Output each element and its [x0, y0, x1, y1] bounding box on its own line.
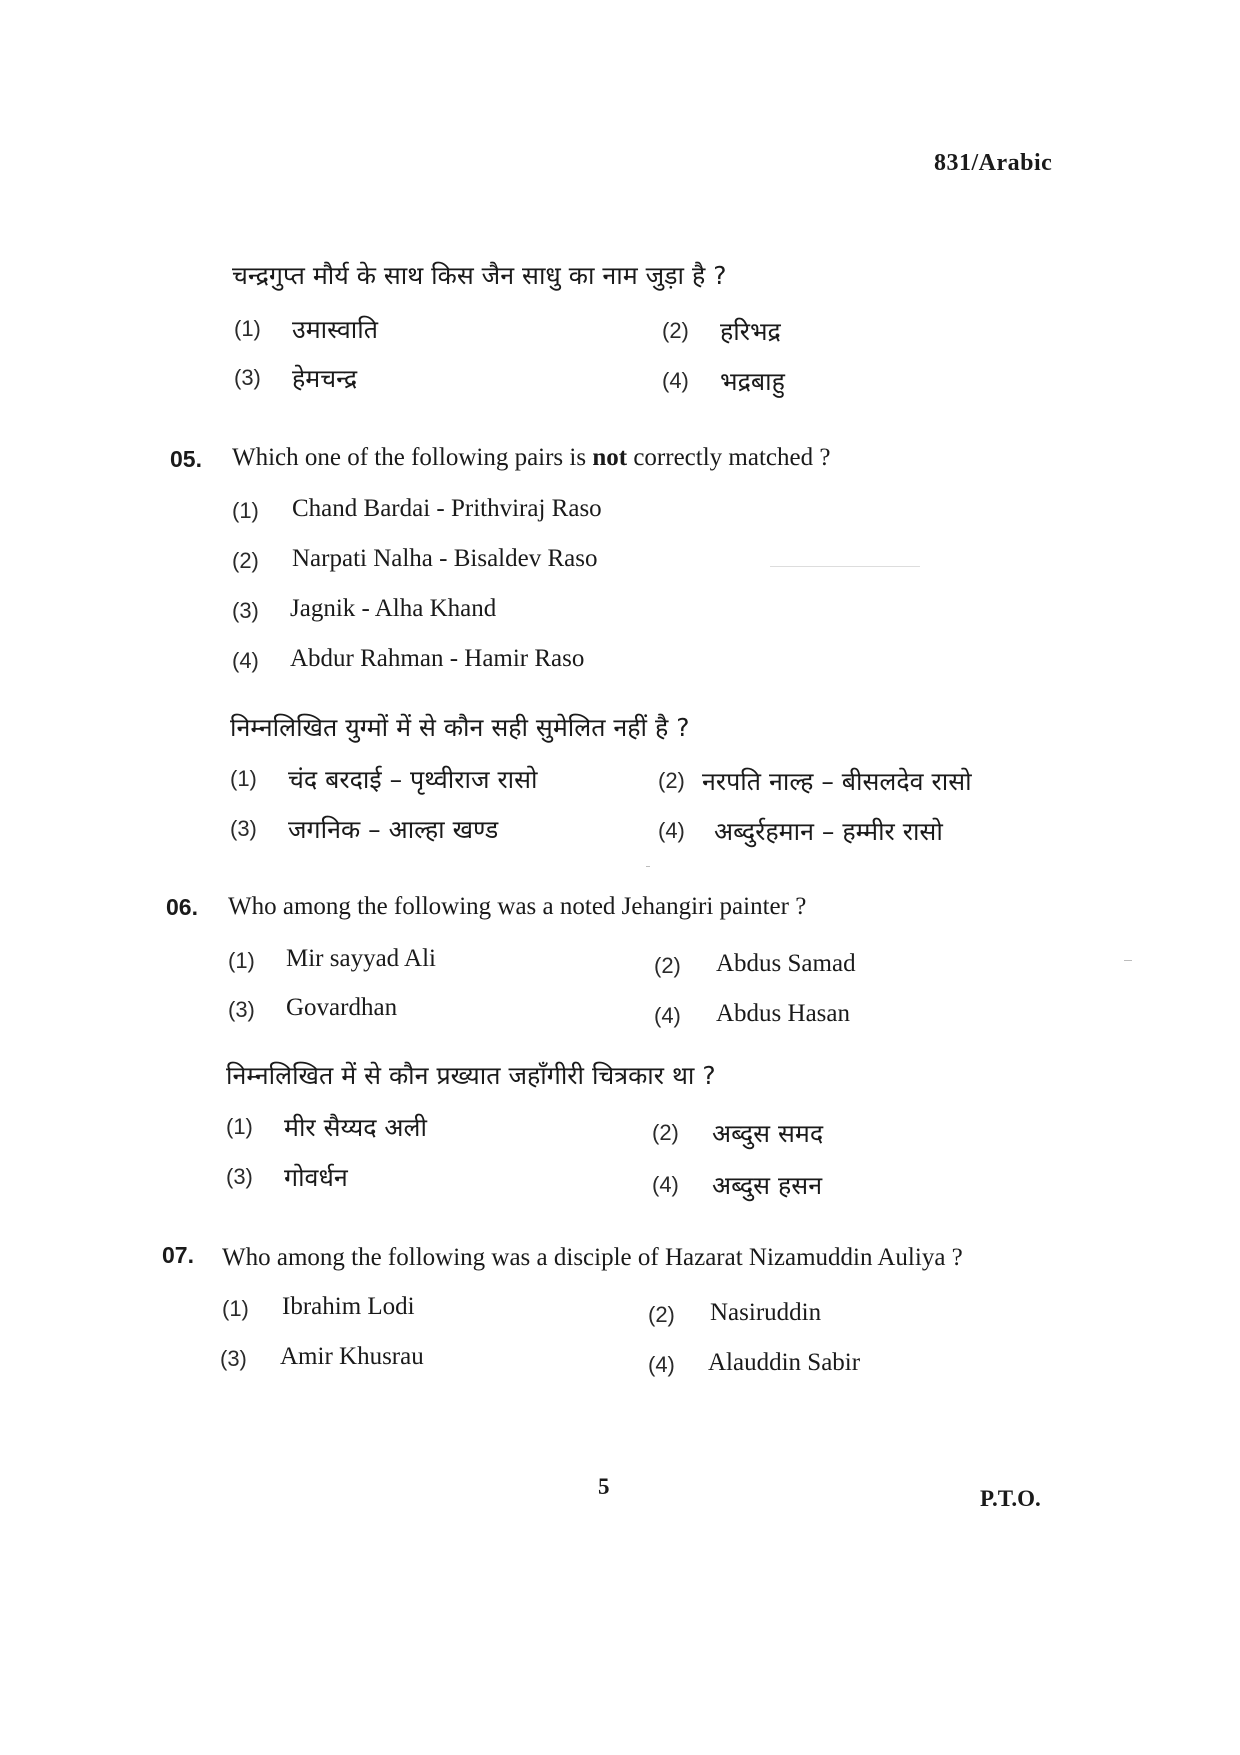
- q05-hindi-stem: निम्नलिखित युग्मों में से कौन सही सुमेलित नहीं है ?: [230, 713, 690, 742]
- q06-hindi-stem: निम्नलिखित में से कौन प्रख्यात जहाँगीरी चित्रकार था ?: [226, 1061, 716, 1090]
- q06-option-3-number: (3): [228, 997, 255, 1022]
- q04-hi-option-1-text: उमास्वाति: [292, 315, 378, 344]
- q06-hi-option-4-text: अब्दुस हसन: [712, 1171, 823, 1200]
- q04-hi-option-1-number: (1): [234, 316, 261, 341]
- q06-number: 06.: [166, 894, 198, 920]
- q04-hi-option-4-text: भद्रबाहु: [720, 367, 785, 396]
- q06-option-4-number: (4): [654, 1003, 681, 1028]
- q05-hi-option-3-text: जगनिक – आल्हा खण्ड: [288, 815, 499, 844]
- q06-option-2-number: (2): [654, 953, 681, 978]
- q05-option-3-number: (3): [232, 598, 259, 623]
- q06-hi-option-2-text: अब्दुस समद: [712, 1119, 824, 1148]
- q06-option-2-text: Abdus Samad: [716, 950, 856, 977]
- q05-option-1-text: Chand Bardai - Prithviraj Raso: [292, 495, 602, 522]
- q05-hi-option-2-number: (2): [658, 768, 685, 793]
- q05-number: 05.: [170, 446, 202, 472]
- q06-stem: Who among the following was a noted Jehangiri painter ?: [228, 893, 807, 920]
- pto-label: P.T.O.: [980, 1486, 1041, 1511]
- q06-option-3-text: Govardhan: [286, 994, 398, 1021]
- q06-hi-option-4-number: (4): [652, 1172, 679, 1197]
- q05-hi-option-1-text: चंद बरदाई – पृथ्वीराज रासो: [288, 765, 538, 794]
- q05-hi-option-4-text: अब्दुर्रहमान – हम्मीर रासो: [714, 817, 943, 846]
- scan-speck: [1124, 960, 1132, 961]
- q07-option-4-text: Alauddin Sabir: [708, 1349, 861, 1376]
- page-number: 5: [598, 1474, 610, 1499]
- q07-number: 07.: [162, 1242, 194, 1268]
- q07-option-3-number: (3): [220, 1346, 247, 1371]
- q07-option-2-number: (2): [648, 1302, 675, 1327]
- q06-hi-option-3-number: (3): [226, 1164, 253, 1189]
- q05-option-4-number: (4): [232, 648, 259, 673]
- q05-option-1-number: (1): [232, 498, 259, 523]
- q06-option-1-number: (1): [228, 948, 255, 973]
- q07-option-1-text: Ibrahim Lodi: [282, 1293, 415, 1320]
- q06-hi-option-1-number: (1): [226, 1114, 253, 1139]
- q05-option-4-text: Abdur Rahman - Hamir Raso: [290, 645, 585, 672]
- q05-hi-option-2-text: नरपति नाल्ह – बीसलदेव रासो: [702, 767, 972, 796]
- q04-hi-option-3-text: हेमचन्द्र: [292, 364, 358, 393]
- q06-hi-option-1-text: मीर सैय्यद अली: [284, 1113, 427, 1142]
- q05-stem: Which one of the following pairs is not correctly matched ?: [232, 444, 831, 471]
- q07-stem: Who among the following was a disciple of Hazarat Nizamuddin Auliya ?: [222, 1244, 963, 1271]
- q06-option-4-text: Abdus Hasan: [716, 1000, 851, 1027]
- scan-speck: [770, 566, 920, 567]
- q07-option-1-number: (1): [222, 1296, 249, 1321]
- q05-hi-option-4-number: (4): [658, 818, 685, 843]
- q05-hi-option-1-number: (1): [230, 766, 257, 791]
- scan-speck: [646, 866, 650, 867]
- q06-hi-option-2-number: (2): [652, 1120, 679, 1145]
- q07-option-3-text: Amir Khusrau: [280, 1343, 424, 1370]
- q05-stem-emphasis: not: [592, 444, 628, 471]
- q04-hi-option-3-number: (3): [234, 365, 261, 390]
- q05-hi-option-3-number: (3): [230, 816, 257, 841]
- q07-option-4-number: (4): [648, 1352, 675, 1377]
- q05-option-2-text: Narpati Nalha - Bisaldev Raso: [292, 545, 598, 572]
- q04-hi-option-4-number: (4): [662, 368, 689, 393]
- q04-hindi-stem: चन्द्रगुप्त मौर्य के साथ किस जैन साधु का नाम जुड़ा है ?: [232, 261, 727, 290]
- q05-option-2-number: (2): [232, 548, 259, 573]
- q07-option-2-text: Nasiruddin: [710, 1299, 822, 1326]
- q04-hi-option-2-number: (2): [662, 318, 689, 343]
- q05-option-3-text: Jagnik - Alha Khand: [290, 595, 497, 622]
- q06-option-1-text: Mir sayyad Ali: [286, 945, 436, 972]
- paper-code: 831/Arabic: [934, 150, 1053, 176]
- q06-hi-option-3-text: गोवर्धन: [284, 1163, 348, 1192]
- q04-hi-option-2-text: हरिभद्र: [720, 317, 781, 346]
